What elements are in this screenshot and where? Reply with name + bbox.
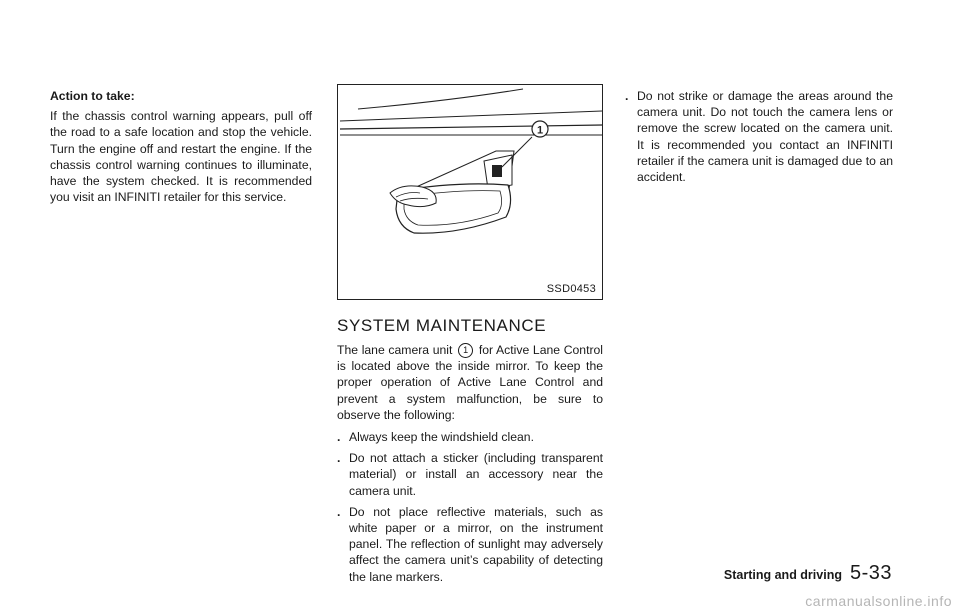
figure-code: SSD0453 bbox=[546, 283, 596, 295]
action-paragraph: If the chassis control warning appears, pull off the road to a safe location and stop the vehicle. Turn the engine off and restart the engine. If the chassis control warning continues to illuminate, have the system checked. It is recommended you visit an INFINITI retailer for this service. bbox=[50, 109, 312, 205]
bullet-icon: . bbox=[625, 89, 629, 103]
watermark: carmanualsonline.info bbox=[805, 593, 952, 609]
callout-1-icon: 1 bbox=[458, 343, 473, 358]
bullet-icon: . bbox=[337, 430, 341, 445]
maintenance-list bbox=[337, 429, 603, 585]
section-title: SYSTEM MAINTENANCE bbox=[337, 316, 547, 335]
page-number: 5-33 bbox=[849, 562, 892, 584]
right-column bbox=[625, 88, 893, 190]
bullet-icon: . bbox=[337, 504, 341, 519]
middle-column bbox=[337, 88, 603, 590]
list-item: . Always keep the windshield clean. bbox=[337, 430, 534, 445]
intro-after: for Active Lane Control is located above the inside mirror. To keep the proper operation of Active Lane Control and prevent a system malfunction, be sure to observe the following: bbox=[337, 343, 604, 422]
figure-callout-number: 1 bbox=[536, 124, 544, 137]
maintenance-list-continued bbox=[625, 88, 893, 185]
intro-paragraph bbox=[337, 342, 603, 423]
action-heading: Action to take: bbox=[50, 89, 135, 103]
list-item: . Do not attach a sticker (including transparent material) or install an accessory near the camera unit. bbox=[337, 451, 603, 498]
footer-section-title: Starting and driving bbox=[723, 568, 842, 582]
camera-figure bbox=[337, 84, 603, 300]
list-item: . Do not place reflective materials, such as white paper or a mirror, on the instrument panel. The reflection of sunlight may adversely affect the camera unit’s capability of detecting the lane markers. bbox=[337, 504, 603, 584]
list-item: . Do not strike or damage the areas around the camera unit. Do not touch the camera lens or remove the screw located on the camera unit. It is recommended you contact an INFINITI retailer if the camera unit is damaged due to an accident. bbox=[625, 89, 893, 185]
page-footer bbox=[724, 562, 892, 585]
left-column bbox=[50, 88, 312, 211]
camera-illustration bbox=[338, 85, 604, 301]
intro-before: The lane camera unit bbox=[337, 343, 453, 357]
bullet-icon: . bbox=[337, 451, 341, 466]
